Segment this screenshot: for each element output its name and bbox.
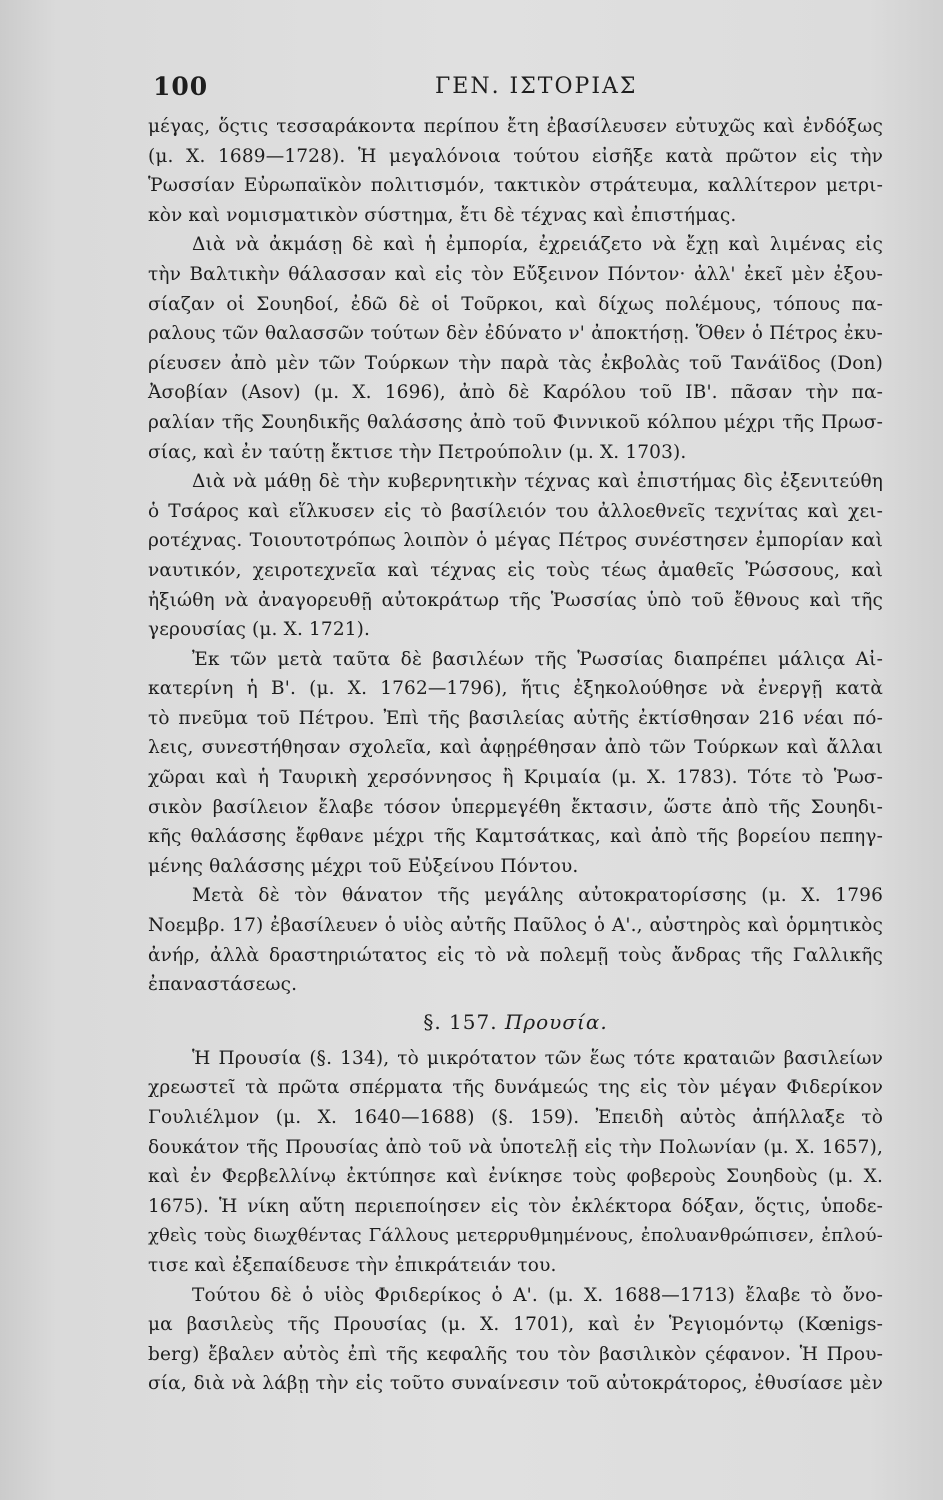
text-line: Νοεμβρ. 17) ἐβασίλευεν ὁ υἱὸς αὐτῆς Παῦλος ὁ Α'., αὐστηρὸς καὶ ὁρμητικὸς — [148, 915, 883, 937]
section-heading — [148, 1000, 883, 1044]
text-line: ραλους τῶν θαλασσῶν τούτων δὲν ἐδύνατο ν' ἀποκτήσῃ. Ὅθεν ὁ Πέτρος ἐκυ- — [148, 323, 883, 345]
text-line: μένης θαλάσσης μέχρι τοῦ Εὐξείνου Πόντου. — [148, 855, 579, 877]
text-line: σικὸν βασίλειον ἔλαβε τόσον ὑπερμεγέθη ἔκτασιν, ὥστε ἀπὸ τῆς Σουηδι- — [148, 796, 883, 818]
text-line: σίαζαν οἱ Σουηδοί, ἐδῶ δὲ οἱ Τοῦρκοι, καὶ δίχως πολέμους, τόπους πα- — [148, 293, 883, 315]
text-line: τὴν Βαλτικὴν θάλασσαν καὶ εἰς τὸν Εὔξεινον Πόντον· ἀλλ' ἐκεῖ μὲν ἐξου- — [148, 263, 883, 285]
section-title: Προυσία. — [504, 1009, 608, 1034]
page-number: 100 — [153, 72, 209, 101]
text-line: Τούτου δὲ ὁ υἱὸς Φριδερίκος ὁ Α'. (μ. Χ. 1688—1713) ἔλαβε τὸ ὄνο- — [192, 1284, 883, 1306]
text-line: Διὰ νὰ ἀκμάσῃ δὲ καὶ ἡ ἐμπορία, ἐχρειάζετο νὰ ἔχῃ καὶ λιμένας εἰς — [192, 234, 883, 256]
text-line: σίας, καὶ ἐν ταύτῃ ἔκτισε τὴν Πετρούπολιν (μ. Χ. 1703). — [148, 441, 687, 463]
paragraph — [148, 645, 883, 882]
text-line: ραλίαν τῆς Σουηδικῆς θαλάσσης ἀπὸ τοῦ Φιννικοῦ κόλπου μέχρι τῆς Πρωσ- — [148, 411, 883, 433]
paragraph — [148, 1044, 883, 1281]
text-line: ἐπαναστάσεως. — [148, 974, 298, 996]
text-line: κατερίνη ἡ Β'. (μ. Χ. 1762—1796), ἥτις ἐξηκολούθησε νὰ ἐνεργῇ κατὰ — [148, 678, 883, 700]
text-line: ὁ Τσάρος καὶ εἵλκυσεν εἰς τὸ βασίλειόν του ἀλλοεθνεῖς τεχνίτας καὶ χει- — [148, 500, 883, 522]
text-line: χῶραι καὶ ἡ Ταυρικὴ χερσόννησος ἢ Κριμαία (μ. Χ. 1783). Τότε τὸ Ῥωσ- — [148, 767, 883, 789]
paragraph — [148, 230, 883, 467]
text-line: 1675). Ἡ νίκη αὕτη περιεποίησεν εἰς τὸν ἐκλέκτορα δόξαν, ὅςτις, ὑποδε- — [148, 1195, 883, 1217]
text-line: Ἀσοβίαν (Asov) (μ. Χ. 1696), ἀπὸ δὲ Καρόλου τοῦ ΙΒ'. πᾶσαν τὴν πα- — [148, 382, 883, 404]
text-line: Ἡ Προυσία (§. 134), τὸ μικρότατον τῶν ἕως τότε κραταιῶν βασιλείων — [192, 1047, 883, 1069]
text-line: Μετὰ δὲ τὸν θάνατον τῆς μεγάλης αὐτοκρατορίσσης (μ. Χ. 1796 — [192, 885, 883, 907]
body-text — [148, 112, 883, 1399]
text-line: berg) ἔβαλεν αὐτὸς ἐπὶ τῆς κεφαλῆς του τὸν βασιλικὸν ςέφανον. Ἡ Πρου- — [148, 1343, 883, 1365]
text-line: χθεὶς τοὺς διωχθέντας Γάλλους μετερρυθμημένους, ἐπολυανθρώπισεν, ἐπλού- — [148, 1225, 883, 1247]
paragraph — [148, 467, 883, 645]
text-line: Ῥωσσίαν Εὐρωπαϊκὸν πολιτισμόν, τακτικὸν στράτευμα, καλλίτερον μετρι- — [148, 175, 883, 197]
text-line: ἠξιώθη νὰ ἀναγορευθῇ αὐτοκράτωρ τῆς Ῥωσσίας ὑπὸ τοῦ ἔθνους καὶ τῆς — [148, 589, 883, 611]
text-line: λεις, συνεστήθησαν σχολεῖα, καὶ ἀφῃρέθησαν ἀπὸ τῶν Τούρκων καὶ ἄλλαι — [148, 737, 883, 759]
text-line: ροτέχνας. Τοιουτοτρόπως λοιπὸν ὁ μέγας Πέτρος συνέστησεν ἐμπορίαν καὶ — [148, 530, 883, 552]
text-line: ἀνήρ, ἀλλὰ δραστηριώτατος εἰς τὸ νὰ πολεμῇ τοὺς ἄνδρας τῆς Γαλλικῆς — [148, 944, 883, 966]
text-line: τὸ πνεῦμα τοῦ Πέτρου. Ἐπὶ τῆς βασιλείας αὐτῆς ἐκτίσθησαν 216 νέαι πό- — [148, 707, 883, 729]
page-header — [145, 66, 885, 106]
paragraph — [148, 1281, 883, 1399]
text-line: κὸν καὶ νομισματικὸν σύστημα, ἔτι δὲ τέχνας καὶ ἐπιστήμας. — [148, 204, 737, 226]
text-line: κῆς θαλάσσης ἔφθανε μέχρι τῆς Καμτσάτκας, καὶ ἀπὸ τῆς βορείου πεπηγ- — [148, 826, 883, 848]
text-line: ναυτικόν, χειροτεχνεῖα καὶ τέχνας εἰς τοὺς τέως ἀμαθεῖς Ῥώσσους, καὶ — [148, 559, 883, 581]
text-line: μέγας, ὅςτις τεσσαράκοντα περίπου ἔτη ἐβασίλευσεν εὐτυχῶς καὶ ἐνδόξως — [148, 116, 883, 137]
text-line: τισε καὶ ἐξεπαίδευσε τὴν ἐπικράτειάν του. — [148, 1254, 557, 1276]
text-line: Διὰ νὰ μάθῃ δὲ τὴν κυβερνητικὴν τέχνας καὶ ἐπιστήμας δὶς ἐξενιτεύθη — [192, 471, 883, 493]
text-line: ρίευσεν ἀπὸ μὲν τῶν Τούρκων τὴν παρὰ τὰς ἐκβολὰς τοῦ Τανάϊδος (Don) — [148, 352, 883, 374]
text-line: (μ. Χ. 1689—1728). Ἡ μεγαλόνοια τούτου εἰσῆξε κατὰ πρῶτον εἰς τὴν — [148, 145, 883, 167]
text-line: σία, διὰ νὰ λάβῃ τὴν εἰς τοῦτο συναίνεσιν τοῦ αὐτοκράτορος, ἐθυσίασε μὲν — [148, 1373, 883, 1395]
running-title: ΓΕΝ. ΙΣΤΟΡΙΑΣ — [435, 74, 638, 99]
text-line: Ἐκ τῶν μετὰ ταῦτα δὲ βασιλέων τῆς Ῥωσσίας διαπρέπει μάλιςα Αἰ- — [192, 648, 883, 670]
paragraph — [148, 881, 883, 999]
paragraph — [148, 112, 883, 230]
text-line: δουκάτον τῆς Προυσίας ἀπὸ τοῦ νὰ ὑποτελῇ εἰς τὴν Πολωνίαν (μ. Χ. 1657), — [148, 1136, 883, 1158]
text-line: καὶ ἐν Φερβελλίνῳ ἐκτύπησε καὶ ἐνίκησε τοὺς φοβεροὺς Σουηδοὺς (μ. Χ. — [148, 1166, 883, 1188]
text-line: γερουσίας (μ. Χ. 1721). — [148, 619, 371, 641]
text-line: μα βασιλεὺς τῆς Προυσίας (μ. Χ. 1701), καὶ ἐν Ῥεγιομόντῳ (Kœnigs- — [148, 1314, 883, 1336]
text-line: Γουλιέλμον (μ. Χ. 1640—1688) (§. 159). Ἐπειδὴ αὐτὸς ἀπήλλαξε τὸ — [148, 1107, 883, 1128]
section-number: §. 157. — [423, 1009, 498, 1034]
text-line: χρεωστεῖ τὰ πρῶτα σπέρματα τῆς δυνάμεώς της εἰς τὸν μέγαν Φιδερίκον — [148, 1077, 883, 1099]
